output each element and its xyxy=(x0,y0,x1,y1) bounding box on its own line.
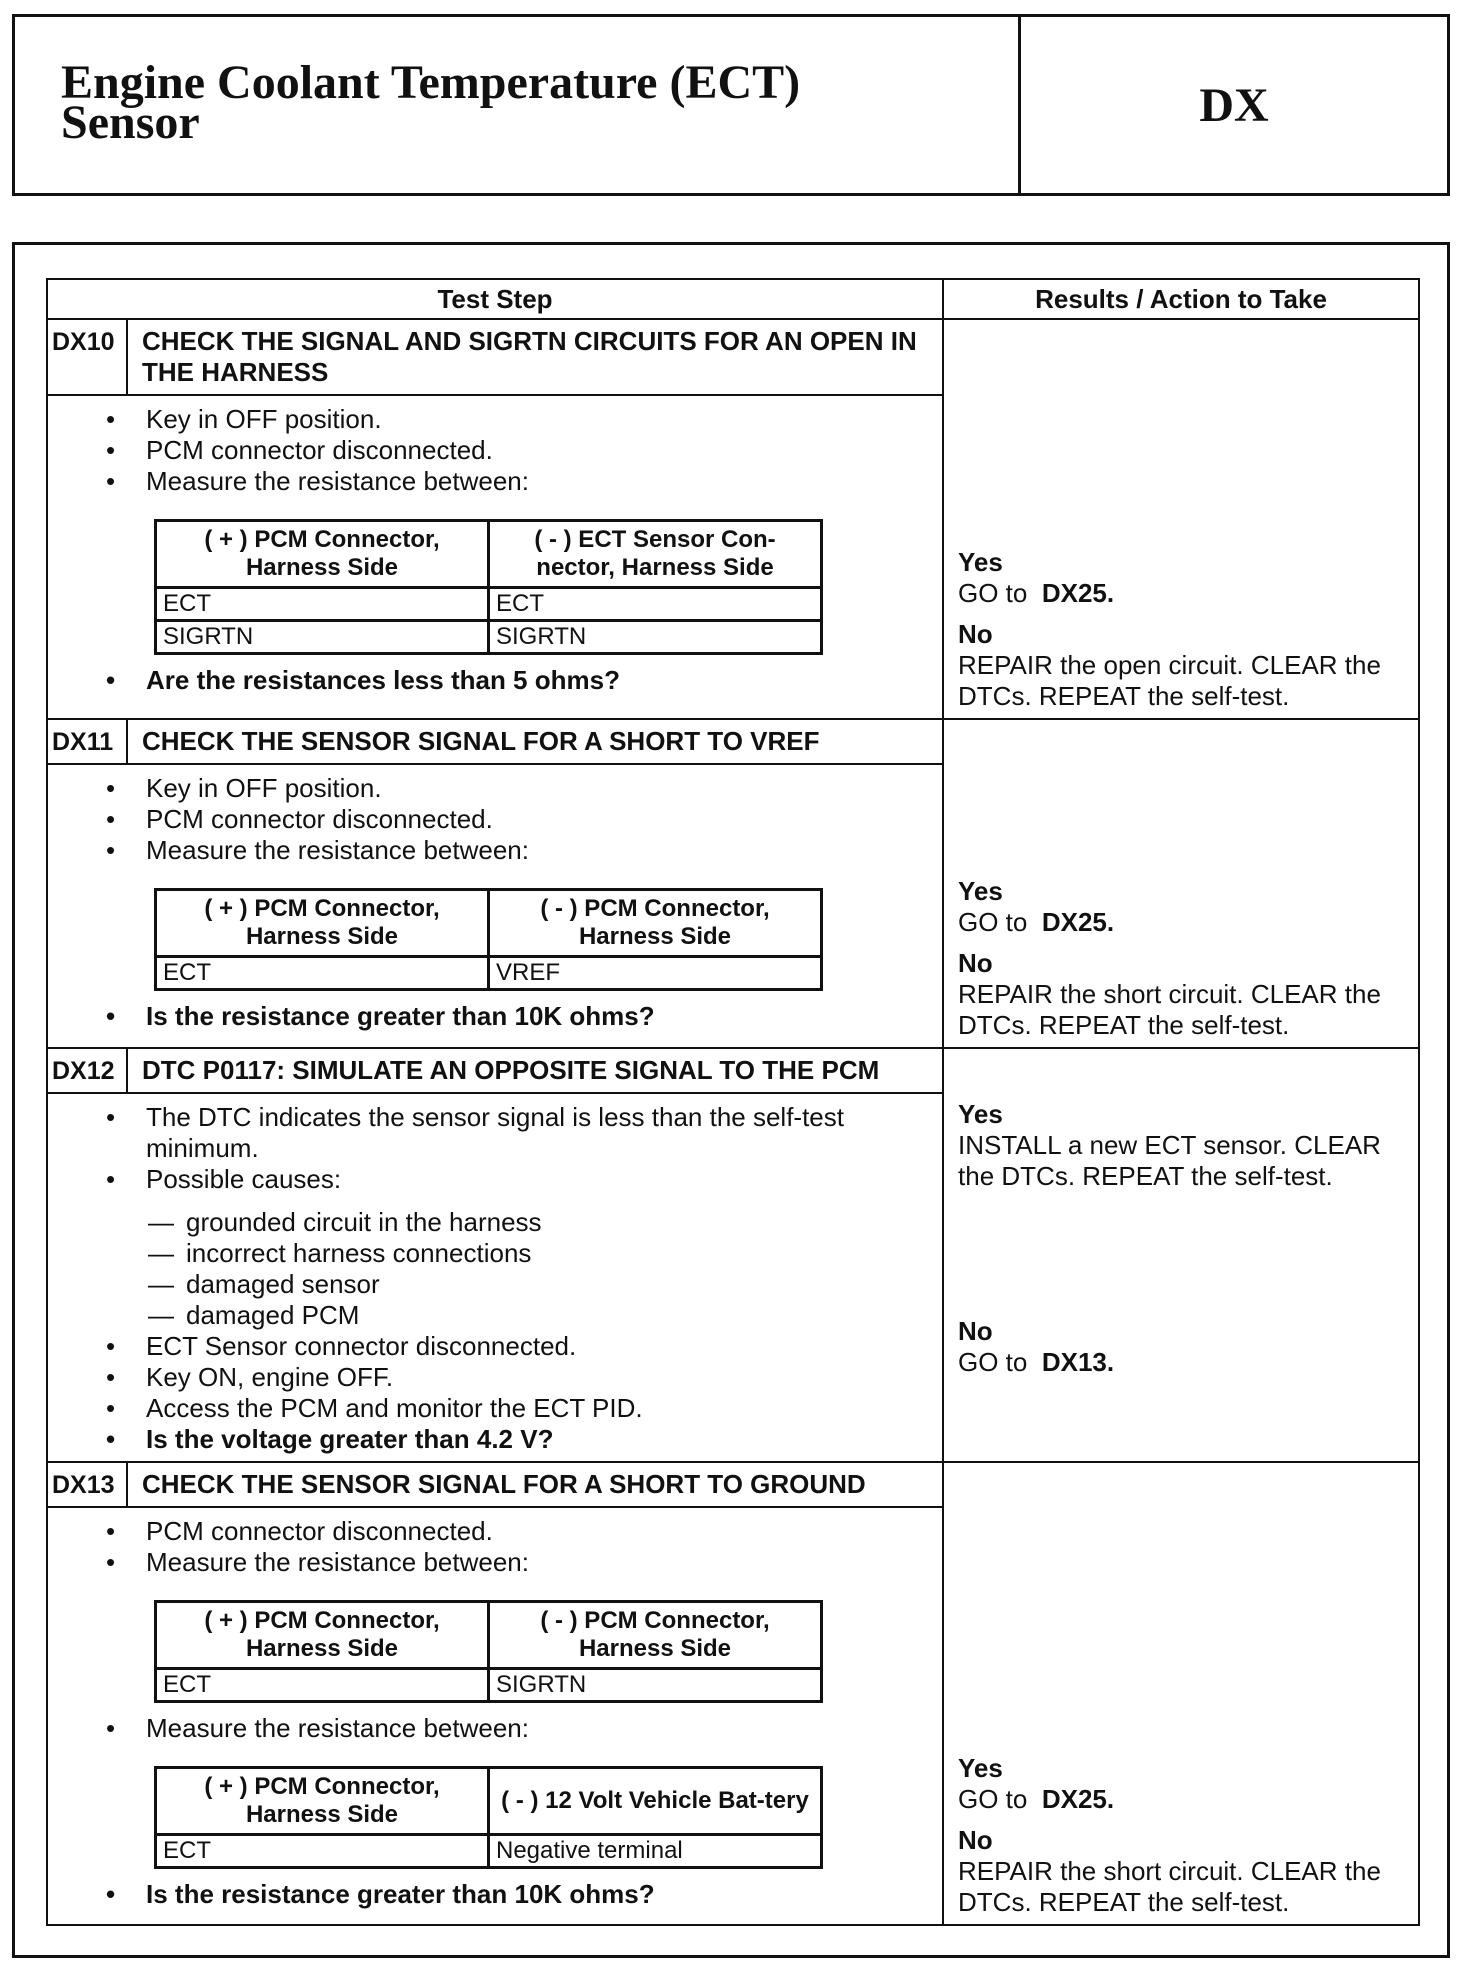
step-body xyxy=(47,1093,943,1462)
step-title-row xyxy=(47,1462,1419,1507)
yes-label: Yes xyxy=(958,1099,1003,1129)
measurement-table xyxy=(154,888,823,991)
measurement-table xyxy=(154,1600,823,1703)
measurement-header: ( + ) PCM Connector, Harness Side xyxy=(156,890,489,957)
measurement-cell: ECT xyxy=(156,1835,489,1868)
step-result xyxy=(943,1462,1419,1925)
no-label: No xyxy=(958,619,993,649)
step-title: CHECK THE SIGNAL AND SIGRTN CIRCUITS FOR AN OPEN IN THE HARNESS xyxy=(127,319,943,395)
measurement-header: ( - ) ECT Sensor Con-nector, Harness Side xyxy=(489,521,822,588)
cause-item: — grounded circuit in the harness xyxy=(186,1207,942,1238)
measurement-header: ( + ) PCM Connector, Harness Side xyxy=(156,1602,489,1669)
measurement-cell: ECT xyxy=(156,1669,489,1702)
measurement-cell: SIGRTN xyxy=(156,621,489,654)
step-bullet: • Measure the resistance between: xyxy=(146,1547,942,1578)
test-step-table xyxy=(46,278,1420,1926)
measurement-header: ( + ) PCM Connector, Harness Side xyxy=(156,521,489,588)
cause-item: — damaged sensor xyxy=(186,1269,942,1300)
yes-action: GO to DX25. xyxy=(958,1784,1115,1814)
step-question: • Is the resistance greater than 10K ohms? xyxy=(146,1001,942,1032)
step-title-row xyxy=(47,719,1419,764)
step-result xyxy=(943,319,1419,719)
measurement-table xyxy=(154,519,823,655)
cause-item: — damaged PCM xyxy=(186,1300,942,1331)
step-bullet: • The DTC indicates the sensor signal is less than the self-test minimum. xyxy=(146,1102,942,1164)
step-bullet: • ECT Sensor connector disconnected. xyxy=(146,1331,942,1362)
no-label: No xyxy=(958,1316,993,1346)
step-result xyxy=(943,719,1419,1048)
measurement-cell: Negative terminal xyxy=(489,1835,822,1868)
measurement-table xyxy=(154,1766,823,1869)
step-question: • Are the resistances less than 5 ohms? xyxy=(146,665,942,696)
step-id: DX10 xyxy=(47,319,127,395)
step-id: DX12 xyxy=(47,1048,127,1093)
no-action: REPAIR the short circuit. CLEAR the DTCs. REPEAT the self-test. xyxy=(958,979,1381,1040)
step-question: • Is the resistance greater than 10K ohms? xyxy=(146,1879,942,1910)
col-header-test-step: Test Step xyxy=(47,279,943,319)
step-question: • Is the voltage greater than 4.2 V? xyxy=(146,1424,942,1455)
step-bullet: • Measure the resistance between: xyxy=(146,835,942,866)
step-bullet: • PCM connector disconnected. xyxy=(146,435,942,466)
measurement-cell: VREF xyxy=(489,957,822,990)
no-action: REPAIR the short circuit. CLEAR the DTCs. REPEAT the self-test. xyxy=(958,1856,1381,1917)
step-body xyxy=(47,764,943,1048)
step-bullet: • Access the PCM and monitor the ECT PID. xyxy=(146,1393,942,1424)
page-title xyxy=(61,56,961,149)
possible-causes-list xyxy=(146,1207,942,1331)
section-code: DX xyxy=(1199,78,1269,132)
yes-label: Yes xyxy=(958,876,1003,906)
yes-action: INSTALL a new ECT sensor. CLEAR the DTCs. REPEAT the self-test. xyxy=(958,1130,1381,1191)
col-header-results: Results / Action to Take xyxy=(943,279,1419,319)
table-header-row xyxy=(47,279,1419,319)
step-result xyxy=(943,1048,1419,1462)
step-bullet: • PCM connector disconnected. xyxy=(146,1516,942,1547)
no-action: REPAIR the open circuit. CLEAR the DTCs. REPEAT the self-test. xyxy=(958,650,1381,711)
step-body xyxy=(47,1507,943,1925)
step-title: CHECK THE SENSOR SIGNAL FOR A SHORT TO VREF xyxy=(127,719,943,764)
step-bullet: • Possible causes: — grounded circuit in the harness — incorrect harness connections — damaged sensor — damaged PCM xyxy=(146,1164,942,1331)
title-line-1: Engine Coolant Temperature (ECT) xyxy=(61,56,801,109)
step-title-row xyxy=(47,1048,1419,1093)
yes-label: Yes xyxy=(958,547,1003,577)
no-action: GO to DX13. xyxy=(958,1347,1115,1377)
no-label: No xyxy=(958,948,993,978)
step-title: CHECK THE SENSOR SIGNAL FOR A SHORT TO GROUND xyxy=(127,1462,943,1507)
step-title-row xyxy=(47,319,1419,395)
yes-action: GO to DX25. xyxy=(958,907,1115,937)
no-label: No xyxy=(958,1825,993,1855)
step-title: DTC P0117: SIMULATE AN OPPOSITE SIGNAL TO THE PCM xyxy=(127,1048,943,1093)
measurement-header: ( - ) PCM Connector, Harness Side xyxy=(489,890,822,957)
measurement-header: ( - ) PCM Connector, Harness Side xyxy=(489,1602,822,1669)
step-bullet: • Key ON, engine OFF. xyxy=(146,1362,942,1393)
step-id: DX13 xyxy=(47,1462,127,1507)
yes-label: Yes xyxy=(958,1753,1003,1783)
measurement-cell: ECT xyxy=(156,957,489,990)
yes-action: GO to DX25. xyxy=(958,578,1115,608)
step-bullet: • Measure the resistance between: xyxy=(146,466,942,497)
measurement-cell: ECT xyxy=(156,588,489,621)
page-header xyxy=(12,14,1450,196)
measurement-cell: ECT xyxy=(489,588,822,621)
measurement-cell: SIGRTN xyxy=(489,1669,822,1702)
measurement-header: ( - ) 12 Volt Vehicle Bat-tery xyxy=(489,1768,822,1835)
step-body xyxy=(47,395,943,719)
measurement-cell: SIGRTN xyxy=(489,621,822,654)
step-bullet: • Measure the resistance between: xyxy=(146,1713,942,1744)
measurement-header: ( + ) PCM Connector, Harness Side xyxy=(156,1768,489,1835)
title-line-2: Sensor xyxy=(61,96,200,149)
step-bullet: • PCM connector disconnected. xyxy=(146,804,942,835)
step-bullet: • Key in OFF position. xyxy=(146,773,942,804)
cause-item: — incorrect harness connections xyxy=(186,1238,942,1269)
step-id: DX11 xyxy=(47,719,127,764)
step-bullet: • Key in OFF position. xyxy=(146,404,942,435)
